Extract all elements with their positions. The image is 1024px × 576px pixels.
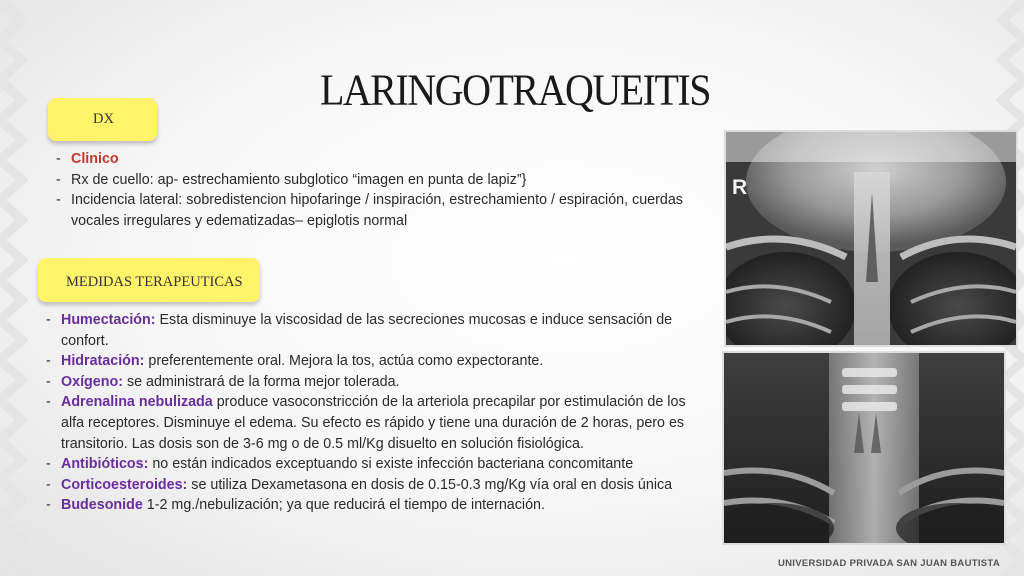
dx-label: DX — [48, 98, 157, 141]
medidas-label: MEDIDAS TERAPEUTICAS — [38, 258, 260, 302]
medida-text: preferentemente oral. Mejora la tos, actúa como expectorante. — [144, 353, 544, 370]
medida-budesonide — [44, 495, 704, 516]
xray-neck-lateral-image — [722, 351, 1006, 545]
dx-item-text: Rx de cuello: ap- estrechamiento subglotico “imagen en punta de lapiz”} — [71, 171, 527, 188]
medida-term: Humectación: — [61, 312, 156, 328]
medida-text: Esta disminuye la viscosidad de las secreciones mucosas e induce sensación de confort. — [61, 312, 673, 349]
medida-term: Hidratación: — [61, 353, 145, 370]
medida-term: Budesonide — [61, 497, 143, 514]
medida-hidratacion — [44, 351, 704, 372]
medida-text: 1-2 mg./nebulización; ya que reducirá el tiempo de internación. — [142, 497, 545, 514]
medida-text: se utiliza Dexametasona en dosis de 0.15-0.3 mg/Kg vía oral en dosis única — [187, 476, 673, 493]
medida-text: produce vasoconstricción de la arteriola precapilar por estimulación de los alfa receptores. Disminuye el edema. Su efecto es rápido y tiene una duración de 2 horas, pero es transitorio. Las dosis son de 3-6 mg o de 0.5 ml/Kg disuelto en solución fisiológica. — [61, 394, 686, 452]
medida-text: se administrará de la forma mejor tolerada. — [122, 373, 400, 390]
dx-item-text: Clinico — [71, 151, 119, 167]
medida-antibioticos — [44, 454, 704, 475]
university-footer: UNIVERSIDAD PRIVADA SAN JUAN BAUTISTA — [777, 558, 1000, 569]
medida-term: Antibióticos: — [61, 456, 149, 473]
medidas-list — [44, 310, 704, 516]
dx-item-clinico — [54, 149, 704, 170]
medida-text: no están indicados exceptuando si existe infección bacteriana concomitante — [148, 456, 634, 473]
xray-neck-ap-image — [724, 130, 1018, 347]
medida-term: Oxígeno: — [61, 373, 123, 390]
medida-corticoesteroides — [44, 475, 704, 496]
medida-term: Corticoesteroides: — [61, 476, 188, 493]
xray-marker: R — [732, 176, 748, 199]
dx-item-incidencia — [54, 190, 704, 231]
slide-title: LARINGOTRAQUEITIS — [319, 64, 710, 115]
medida-oxigeno — [44, 372, 704, 393]
dx-list — [54, 149, 704, 231]
medida-adrenalina — [44, 392, 704, 454]
left-chevron-decoration — [0, 0, 42, 576]
dx-item-rx-cuello — [54, 170, 704, 191]
medida-term: Adrenalina nebulizada — [61, 394, 213, 411]
medida-humectacion — [44, 310, 704, 351]
dx-item-text: Incidencia lateral: sobredistencion hipofaringe / inspiración, estrechamiento / espiración, cuerdas vocales irregulares y edematizadas– epiglotis normal — [71, 192, 683, 229]
